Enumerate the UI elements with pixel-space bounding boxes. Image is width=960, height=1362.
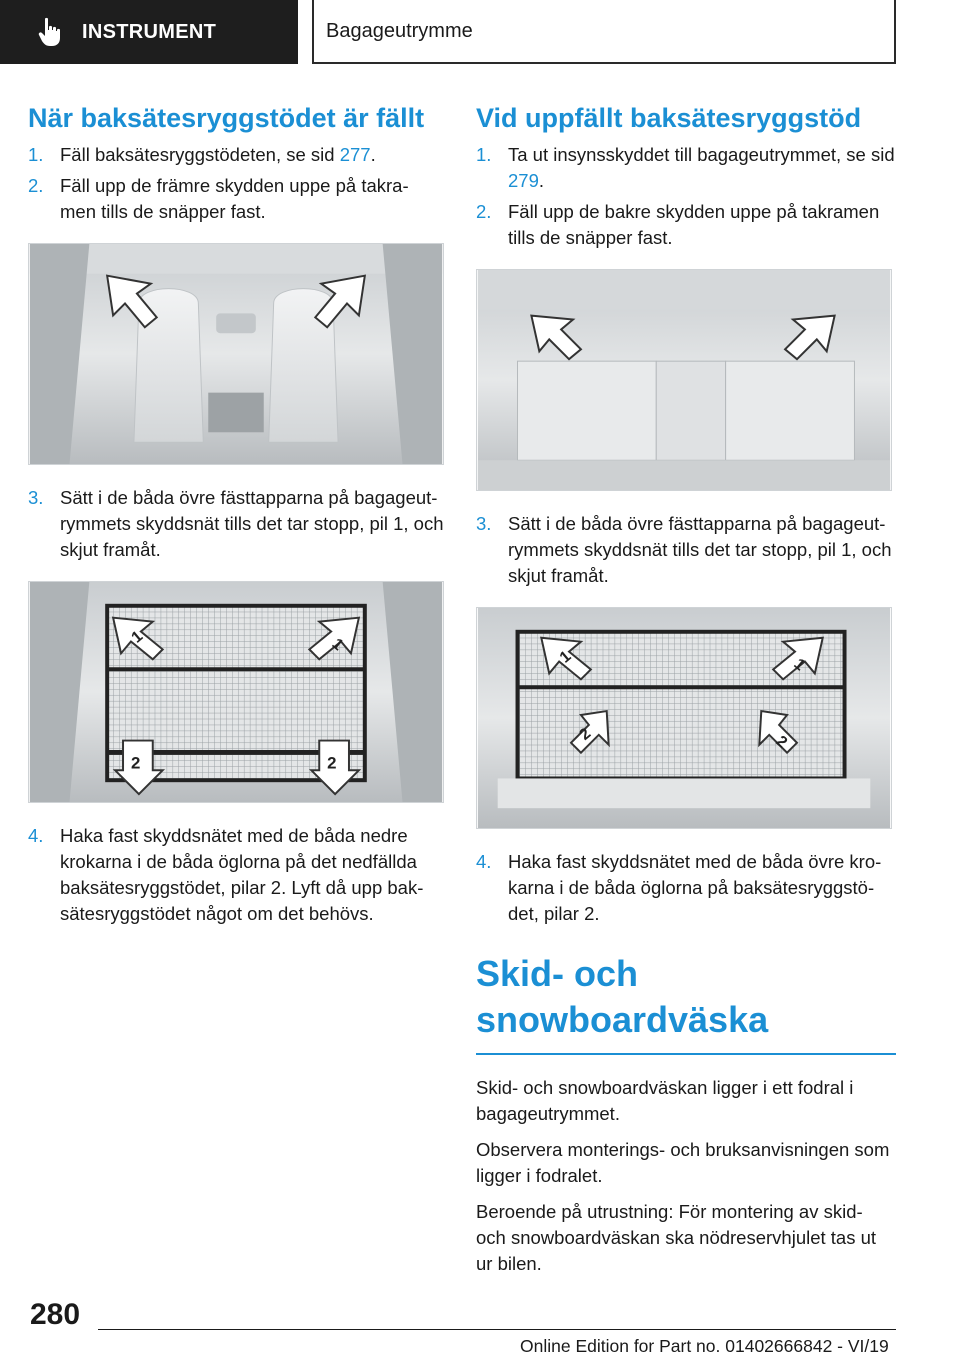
left-step-3	[28, 485, 444, 563]
photo-front-roof-covers	[28, 243, 444, 465]
step-number: 3.	[28, 487, 44, 508]
right-step-4	[476, 849, 896, 927]
right-step-2	[476, 199, 896, 251]
svg-text:1: 1	[556, 647, 575, 667]
photo-net-hooks-upright	[476, 607, 892, 829]
right-section-title: Vid uppfällt baksätesryggstöd	[476, 103, 862, 133]
page-number: 280	[30, 1298, 81, 1331]
ski-bag-paragraph-3: Beroende på utrustning: För montering av skid- och snowboardväskan ska nödreservhjulet tas ut ur bilen.	[476, 1201, 877, 1274]
step-text-end: .	[370, 144, 376, 165]
page-link-277[interactable]: 277	[339, 144, 371, 165]
header-section-tab	[0, 0, 298, 64]
ski-bag-paragraph-1: Skid- och snowboardväskan ligger i ett fodral i bagageutrymmet.	[476, 1077, 854, 1124]
svg-text:2: 2	[576, 725, 595, 744]
step-number: 2.	[28, 175, 44, 196]
step-text: Fäll baksätesryggstödeten, se sid	[60, 144, 340, 165]
right-step-3	[476, 511, 896, 589]
header-subsection-box	[312, 0, 896, 64]
photo-net-hooks-folded	[28, 581, 444, 803]
left-section-title: När baksätesryggstödet är fällt	[28, 103, 425, 133]
svg-text:1: 1	[790, 655, 809, 675]
step-text-end: .	[538, 170, 545, 191]
step-number: 4.	[476, 851, 492, 872]
step-text: Ta ut insynsskyddet till bagageutrymmet, se sid	[508, 144, 895, 165]
header-section-label: INSTRUMENT	[82, 20, 217, 43]
svg-text:2: 2	[772, 732, 791, 752]
header-subsection-label: Bagageutrymme	[326, 19, 473, 42]
step-number: 1.	[28, 144, 44, 165]
step-text: Haka fast skyddsnätet med de båda nedre krokarna i de båda öglorna på det nedfällda baksätesryggstödet, pilar 2. Lyft då upp bak-sätesryggstödet något om det behövs.	[60, 825, 424, 924]
step-text: Sätt i de båda övre fästtapparna på bagageut-rymmets skyddsnät tills det tar stopp, pil 1, och skjut framåt.	[60, 487, 444, 560]
page-link-279[interactable]: 279	[508, 170, 539, 191]
right-step-1	[476, 142, 896, 194]
step-text: Fäll upp de främre skydden uppe på takra-men tills de snäpper fast.	[60, 175, 409, 222]
photo-rear-roof-covers	[476, 269, 892, 491]
right-column	[476, 100, 896, 1287]
step-text: Haka fast skyddsnätet med de båda övre kro-karna i de båda öglorna på baksätesryggstö-det, pilar 2.	[508, 851, 882, 924]
step-number: 3.	[476, 513, 492, 534]
footer-divider	[98, 1329, 896, 1330]
ski-bag-paragraph-2: Observera monterings- och bruksanvisningen som ligger i fodralet.	[476, 1139, 890, 1186]
svg-text:1: 1	[128, 627, 147, 647]
left-step-4	[28, 823, 444, 927]
edition-note: Online Edition for Part no. 01402666842 - VI/19	[520, 1336, 889, 1356]
left-step-1	[28, 142, 444, 168]
svg-text:1: 1	[328, 635, 347, 655]
step-number: 1.	[476, 144, 492, 165]
step-text: Sätt i de båda övre fästtapparna på bagageut-rymmets skyddsnät tills det tar stopp, pil 1, och skjut framåt.	[508, 513, 892, 586]
hand-pointer-icon	[38, 17, 64, 47]
svg-text:2: 2	[327, 753, 337, 773]
step-number: 4.	[28, 825, 44, 846]
ski-bag-title: Skid- och snowboardväska	[476, 951, 896, 1055]
step-number: 2.	[476, 201, 492, 222]
step-text: Fäll upp de bakre skydden uppe på takramen tills de snäpper fast.	[508, 201, 880, 248]
left-column	[28, 100, 444, 932]
svg-text:2: 2	[130, 753, 141, 773]
left-step-2	[28, 173, 444, 225]
